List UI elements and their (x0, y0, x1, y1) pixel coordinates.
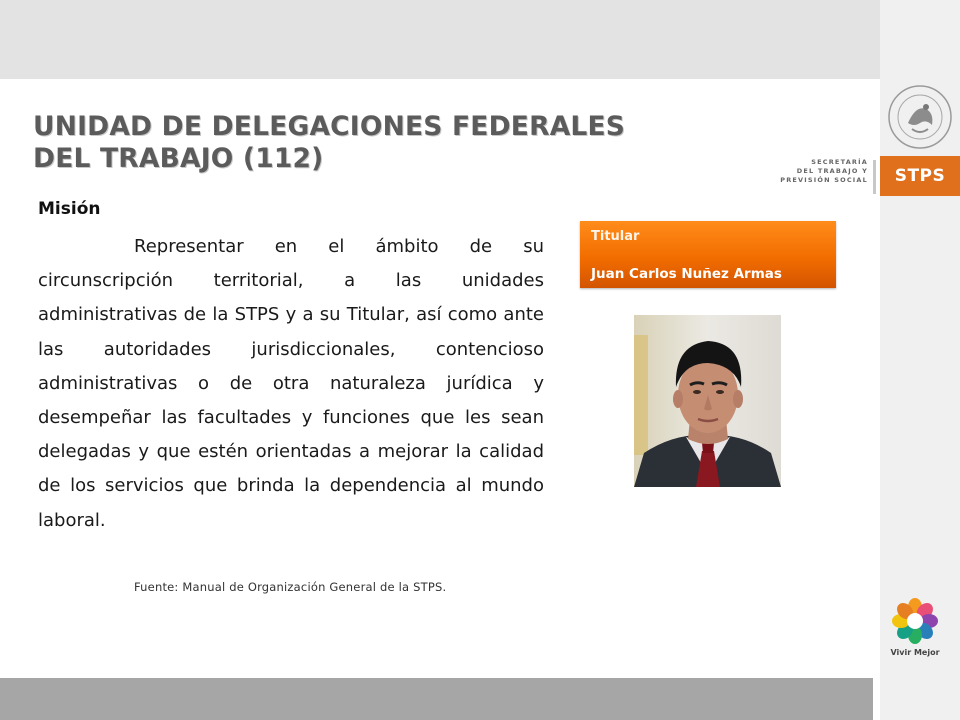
portrait-illustration (634, 315, 781, 487)
mexican-eagle-seal-icon (886, 83, 954, 151)
mision-text: Representar en el ámbito de su circunscripción territorial, a las unidades administrativas de la STPS y a su Titular, así como ante las autoridades jurisdiccionales, contencioso administrativas o de otra naturaleza jurídica y desempeñar las facultades y funciones que les sean delegadas y que estén orientadas a mejorar la calidad de los servicios que brinda la dependencia al mundo laboral. (38, 236, 544, 531)
logo-divider (873, 160, 876, 194)
bottom-band (0, 678, 873, 720)
secretaria-line3: PREVISIÓN SOCIAL (780, 176, 868, 184)
secretaria-line1: SECRETARÍA (811, 158, 868, 166)
slide-title-line1: UNIDAD DE DELEGACIONES FEDERALES (33, 111, 626, 142)
titular-label: Titular (591, 229, 640, 244)
secretaria-line2: DEL TRABAJO Y (796, 167, 868, 175)
top-band (0, 0, 880, 79)
portrait-photo (634, 315, 781, 487)
flower-logo-icon (890, 596, 940, 646)
mision-heading: Misión (38, 199, 101, 219)
slide-title-line2: DEL TRABAJO (112) (33, 143, 324, 174)
titular-name: Juan Carlos Nuñez Armas (591, 266, 782, 282)
vivir-mejor-label: Vivir Mejor (890, 648, 940, 657)
stps-logo: STPS (880, 156, 960, 196)
titular-box (580, 221, 836, 288)
secretaria-wordmark (780, 158, 868, 185)
source-note: Fuente: Manual de Organización General de la STPS. (134, 580, 447, 594)
slide-title (33, 111, 625, 175)
